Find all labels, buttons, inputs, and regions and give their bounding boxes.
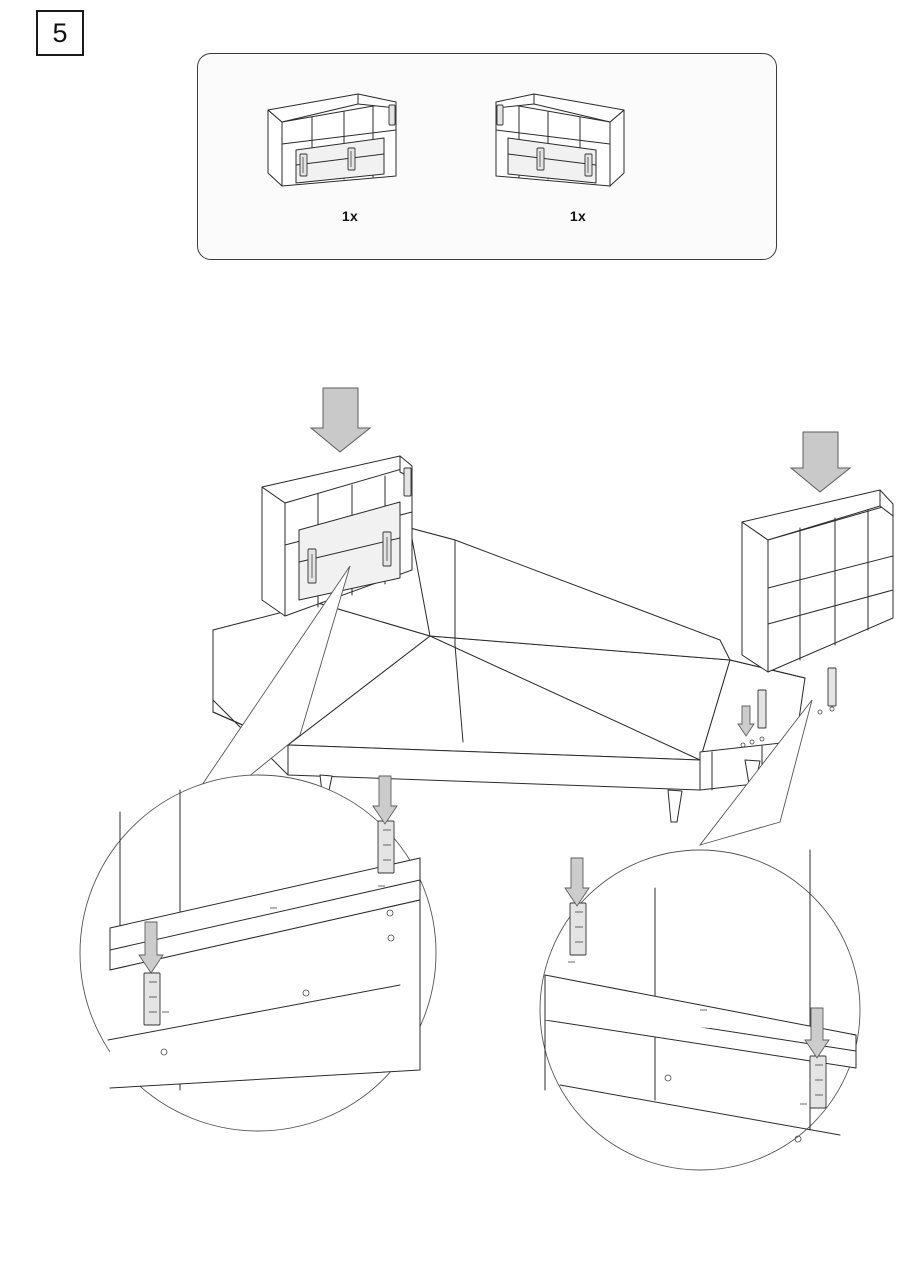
right-panel-brackets <box>758 668 836 728</box>
parts-panel <box>197 53 777 260</box>
part-item-left-panel <box>260 68 440 224</box>
right-base-hardware <box>741 707 834 747</box>
right-detail-arrow-upper <box>565 858 589 906</box>
part-quantity: 1x <box>341 208 359 224</box>
left-panel-icon <box>260 68 440 198</box>
right-back-panel <box>742 490 893 672</box>
sofa-base <box>213 528 805 822</box>
part-quantity: 1x <box>569 208 587 224</box>
part-item-right-panel <box>488 68 668 224</box>
right-insert-arrow <box>791 0 900 492</box>
step-number-box <box>36 10 84 56</box>
left-panel-brackets <box>308 468 411 583</box>
right-panel-icon <box>488 68 668 198</box>
left-detail-arrow-upper <box>373 776 397 824</box>
left-detail-bubble <box>80 566 436 1131</box>
left-detail-arrow-lower <box>139 922 163 973</box>
right-detail-bubble <box>540 700 860 1170</box>
left-back-panel <box>262 456 412 616</box>
left-panel-bracket-slots <box>312 537 387 578</box>
step-number: 5 <box>52 17 68 48</box>
left-insert-arrow <box>311 388 370 452</box>
right-base-small-arrow <box>738 706 754 736</box>
right-detail-arrow-lower <box>805 1008 829 1058</box>
